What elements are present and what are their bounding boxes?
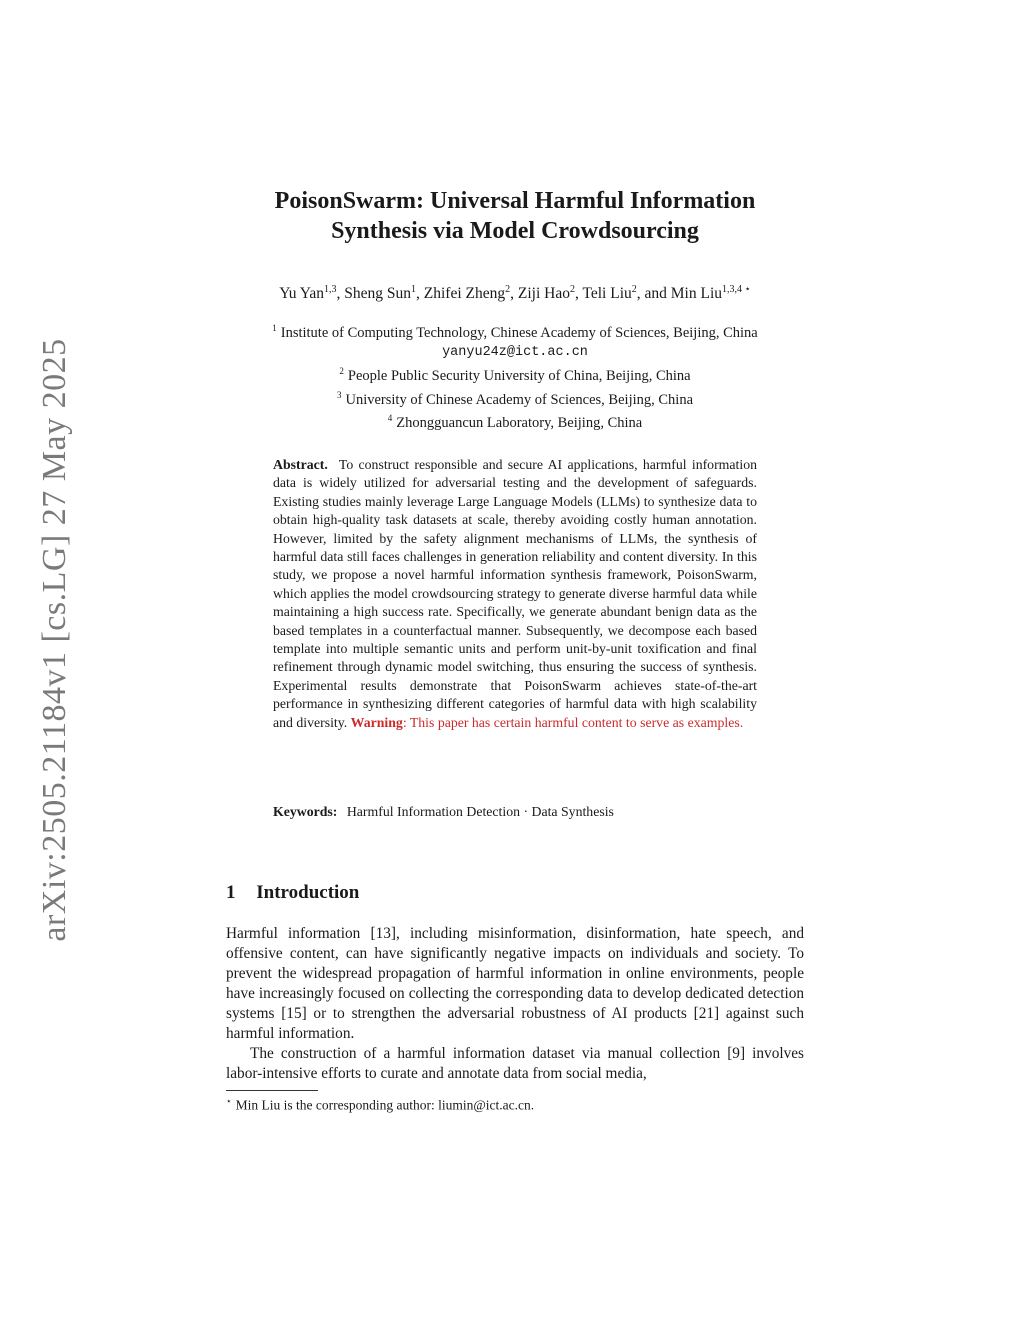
author-affiliation-marker: 1: [411, 284, 417, 295]
author-affiliation-marker: 1,3,4 ⋆: [722, 284, 751, 295]
section-title: Introduction: [256, 882, 360, 903]
affiliation-text: Institute of Computing Technology, Chinese Academy of Sciences, Beijing, China: [280, 324, 758, 341]
arxiv-identifier: arXiv:2505.21184v1 [cs.LG] 27 May 2025: [36, 338, 73, 942]
keywords-label: Keywords:: [273, 804, 338, 819]
affiliation-line: [150, 409, 880, 432]
author-list: [150, 284, 880, 303]
affiliation-text: yanyu24z@ict.ac.cn: [442, 345, 588, 361]
affiliation-line: [150, 319, 880, 342]
affiliations: [150, 319, 880, 432]
author-affiliation-marker: 2: [569, 284, 575, 295]
title-line: PoisonSwarm: Universal Harmful Information: [274, 188, 756, 214]
author-name: Yu Yan: [279, 285, 325, 303]
footnote: [226, 1096, 534, 1114]
abstract-label: Abstract.: [273, 457, 328, 472]
author-separator: ,: [510, 285, 518, 303]
author-separator: , and: [636, 285, 671, 303]
affiliation-line: [150, 386, 880, 409]
paragraph: The construction of a harmful information dataset via manual collection [9] involves labor-intensive efforts to curate and annotate data from social media,: [226, 1045, 804, 1082]
author-name: Sheng Sun: [344, 285, 412, 303]
affiliation-marker: 4: [387, 412, 393, 423]
affiliation-text: People Public Security University of China, Beijing, China: [347, 368, 691, 385]
affiliation-marker: 2: [339, 366, 344, 377]
affiliation-marker: 1: [272, 323, 277, 333]
section-number: 1: [226, 882, 236, 903]
author-name: Min Liu: [670, 285, 723, 303]
paper-title: [200, 186, 830, 246]
warning-text: : This paper has certain harmful content to serve as examples.: [402, 714, 744, 730]
abstract: [273, 456, 757, 732]
affiliation-line: [150, 362, 880, 385]
affiliation-marker: 3: [336, 389, 342, 400]
author-name: Ziji Hao: [517, 285, 570, 303]
author-affiliation-marker: 2: [631, 284, 637, 295]
warning-label: Warning: [350, 714, 403, 730]
author-separator: ,: [336, 285, 345, 303]
affiliation-email: [150, 342, 880, 362]
author-name: Teli Liu: [582, 285, 632, 303]
body-text: [226, 924, 804, 1084]
section-heading: [226, 882, 359, 904]
affiliation-text: University of Chinese Academy of Sciences, Beijing, China: [345, 391, 694, 408]
author-affiliation-marker: 2: [505, 284, 511, 295]
abstract-text: To construct responsible and secure AI applications, harmful information data is widely utilized for adversarial testing and the development of safeguards. Existing studies mainly leverage Large Language Models (LLMs) to synthesize data to obtain high-quality task datasets at scale, thereby avoiding costly human annotation. However, limited by the safety alignment mechanisms of LLMs, the synthesis of harmful data still faces challenges in generation reliability and content diversity. In this study, we propose a novel harmful information synthesis framework, PoisonSwarm, which applies the model crowdsourcing strategy to generate diverse harmful data while maintaining a high success rate. Specifically, we generate abundant benign data as the based templates in a counterfactual manner. Subsequently, we decompose each based template into multiple semantic units and perform unit-by-unit toxification and final refinement through dynamic model switching, thus ensuring the success of synthesis. Experimental results demonstrate that PoisonSwarm achieves state-of-the-art performance in synthesizing different categories of harmful data with high scalability and diversity.: [273, 457, 757, 730]
footnote-text: Min Liu is the corresponding author: liumin@ict.ac.cn.: [235, 1097, 535, 1113]
title-line: Synthesis via Model Crowdsourcing: [331, 218, 699, 244]
author-separator: ,: [574, 285, 583, 303]
footnote-marker: ⋆: [226, 1096, 232, 1106]
footnote-rule: [226, 1090, 318, 1091]
paragraph: Harmful information [13], including misinformation, disinformation, hate speech, and offensive content, can have significantly negative impacts on individuals and society. To prevent the widespread propagation of harmful information in online environments, people have increasingly focused on collecting the corresponding data to develop dedicated detection systems [15] or to strengthen the adversarial robustness of AI products [21] against such harmful information.: [226, 925, 804, 1042]
keywords: [273, 804, 757, 820]
author-name: Zhifei Zheng: [423, 285, 506, 303]
keywords-text: Harmful Information Detection · Data Synthesis: [346, 804, 614, 819]
author-affiliation-marker: 1,3: [324, 284, 337, 295]
author-separator: ,: [416, 285, 424, 303]
affiliation-text: Zhongguancun Laboratory, Beijing, China: [396, 414, 643, 431]
